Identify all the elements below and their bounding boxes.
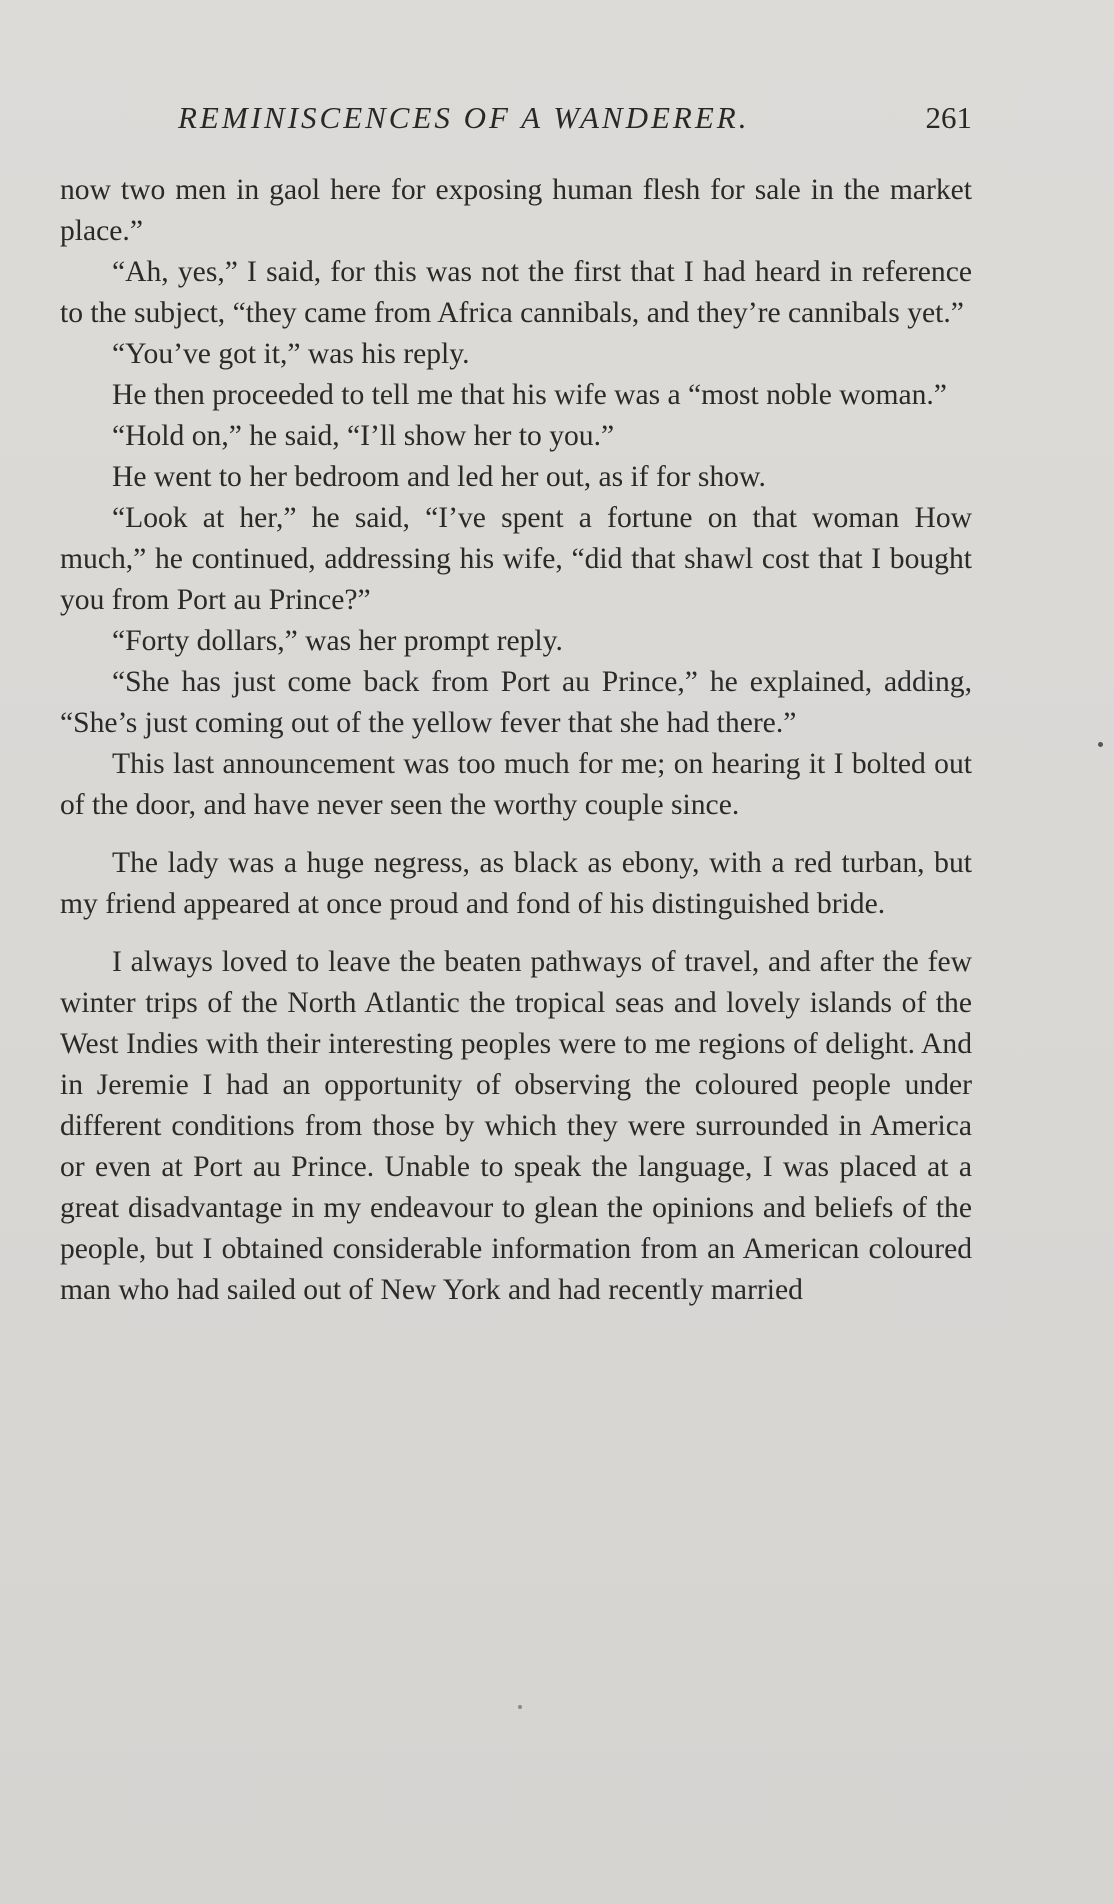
paragraph: The lady was a huge negress, as black as ebony, with a red turban, but my friend appeared at once proud and fond of his distinguished bride.: [60, 847, 972, 920]
paragraph: “Hold on,” he said, “I’ll show her to you.”: [112, 420, 615, 452]
paragraph: now two men in gaol here for exposing human flesh for sale in the market place.”: [60, 174, 972, 247]
paragraph: He then proceeded to tell me that his wife was a “most noble woman.”: [112, 379, 947, 411]
ink-speck: [1098, 742, 1103, 747]
body-text: [60, 170, 972, 1311]
paragraph: “Look at her,” he said, “I’ve spent a fortune on that woman How much,” he continued, addressing his wife, “did that shawl cost that I bought you from Port au Prince?”: [60, 502, 972, 616]
ink-speck: [518, 1705, 522, 1709]
paragraph: “She has just come back from Port au Prince,” he explained, adding, “She’s just coming out of the yellow fever that she had there.”: [60, 666, 972, 739]
paragraph: This last announcement was too much for me; on hearing it I bolted out of the door, and have never seen the worthy couple since.: [60, 748, 972, 821]
paragraph: “Ah, yes,” I said, for this was not the first that I had heard in reference to the subject, “they came from Africa cannibals, and they’re cannibals yet.”: [60, 256, 972, 329]
paragraph: “You’ve got it,” was his reply.: [112, 338, 470, 370]
running-title: REMINISCENCES OF A WANDERER.: [178, 100, 750, 135]
running-head: [60, 100, 972, 140]
paragraph: “Forty dollars,” was her prompt reply.: [112, 625, 563, 657]
page-number: 261: [925, 100, 972, 135]
paragraph: I always loved to leave the beaten pathways of travel, and after the few winter trips of the North Atlantic the tropical seas and lovely islands of the West Indies with their interesting peoples were to me regions of delight. And in Jeremie I had an opportunity of observing the coloured people under different conditions from those by which they were surrounded in America or even at Port au Prince. Unable to speak the language, I was placed at a great disadvantage in my endeavour to glean the opinions and beliefs of the people, but I obtained considerable information from an American coloured man who had sailed out of New York and had recently married: [60, 946, 972, 1306]
paragraph: He went to her bedroom and led her out, as if for show.: [112, 461, 766, 493]
